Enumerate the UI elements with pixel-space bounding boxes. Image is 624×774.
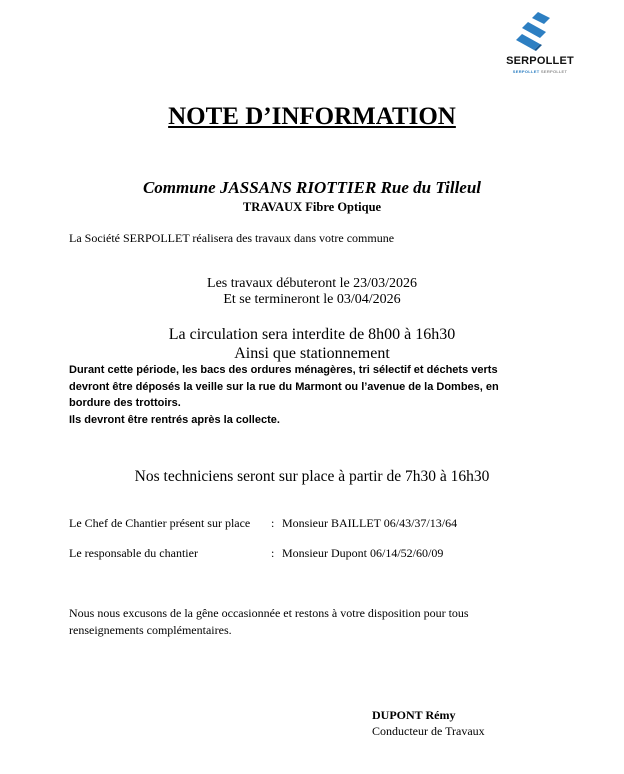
contact-label: Le responsable du chantier [69,546,198,560]
logo-subline: SERPOLLET SERPOLLET [512,69,568,74]
closing-text: Nous nous excusons de la gêne occasionnée et restons à votre disposition pour tous renseignements complémentaires. [69,606,469,637]
start-date-text: Les travaux débuteront le 23/03/2026 [207,276,417,291]
waste-collection-paragraph: Durant cette période, les bacs des ordures ménagères, tri sélectif et déchets verts devront être déposés la veille sur la rue du Marmont ou l’avenue de la Dombes, en bordure des trottoirs. [69,364,499,409]
contact-label: Le Chef de Chantier présent sur place [69,516,251,530]
commune-heading: Commune JASSANS RIOTTIER Rue du Tilleul [142,178,482,197]
logo-wordmark: SERPOLLET [506,55,574,67]
contact-value: Monsieur BAILLET 06/43/37/13/64 [282,516,458,530]
waste-collection-notice [69,362,539,428]
intro-text: La Société SERPOLLET réalisera des travaux dans votre commune [69,231,395,245]
signatory-role: Conducteur de Travaux [372,724,485,738]
traffic-restriction-text: La circulation sera interdite de 8h00 à 16h30 [168,326,456,343]
signatory-name: DUPONT Rémy [372,708,456,722]
contact-separator: : [271,546,275,560]
technicians-hours-text: Nos techniciens seront sur place à partir de 7h30 à 16h30 [134,468,490,485]
serpollet-logo-icon [516,12,562,54]
contact-separator: : [271,516,275,530]
contact-value: Monsieur Dupont 06/14/52/60/09 [282,546,444,560]
bins-return-text: Ils devront être rentrés après la collecte. [69,413,280,426]
end-date-text: Et se termineront le 03/04/2026 [223,292,401,307]
travaux-subheading: TRAVAUX Fibre Optique [242,200,382,214]
parking-restriction-text: Ainsi que stationnement [234,345,390,362]
serpollet-logo [500,12,580,82]
document-title: NOTE D’INFORMATION [168,103,456,130]
